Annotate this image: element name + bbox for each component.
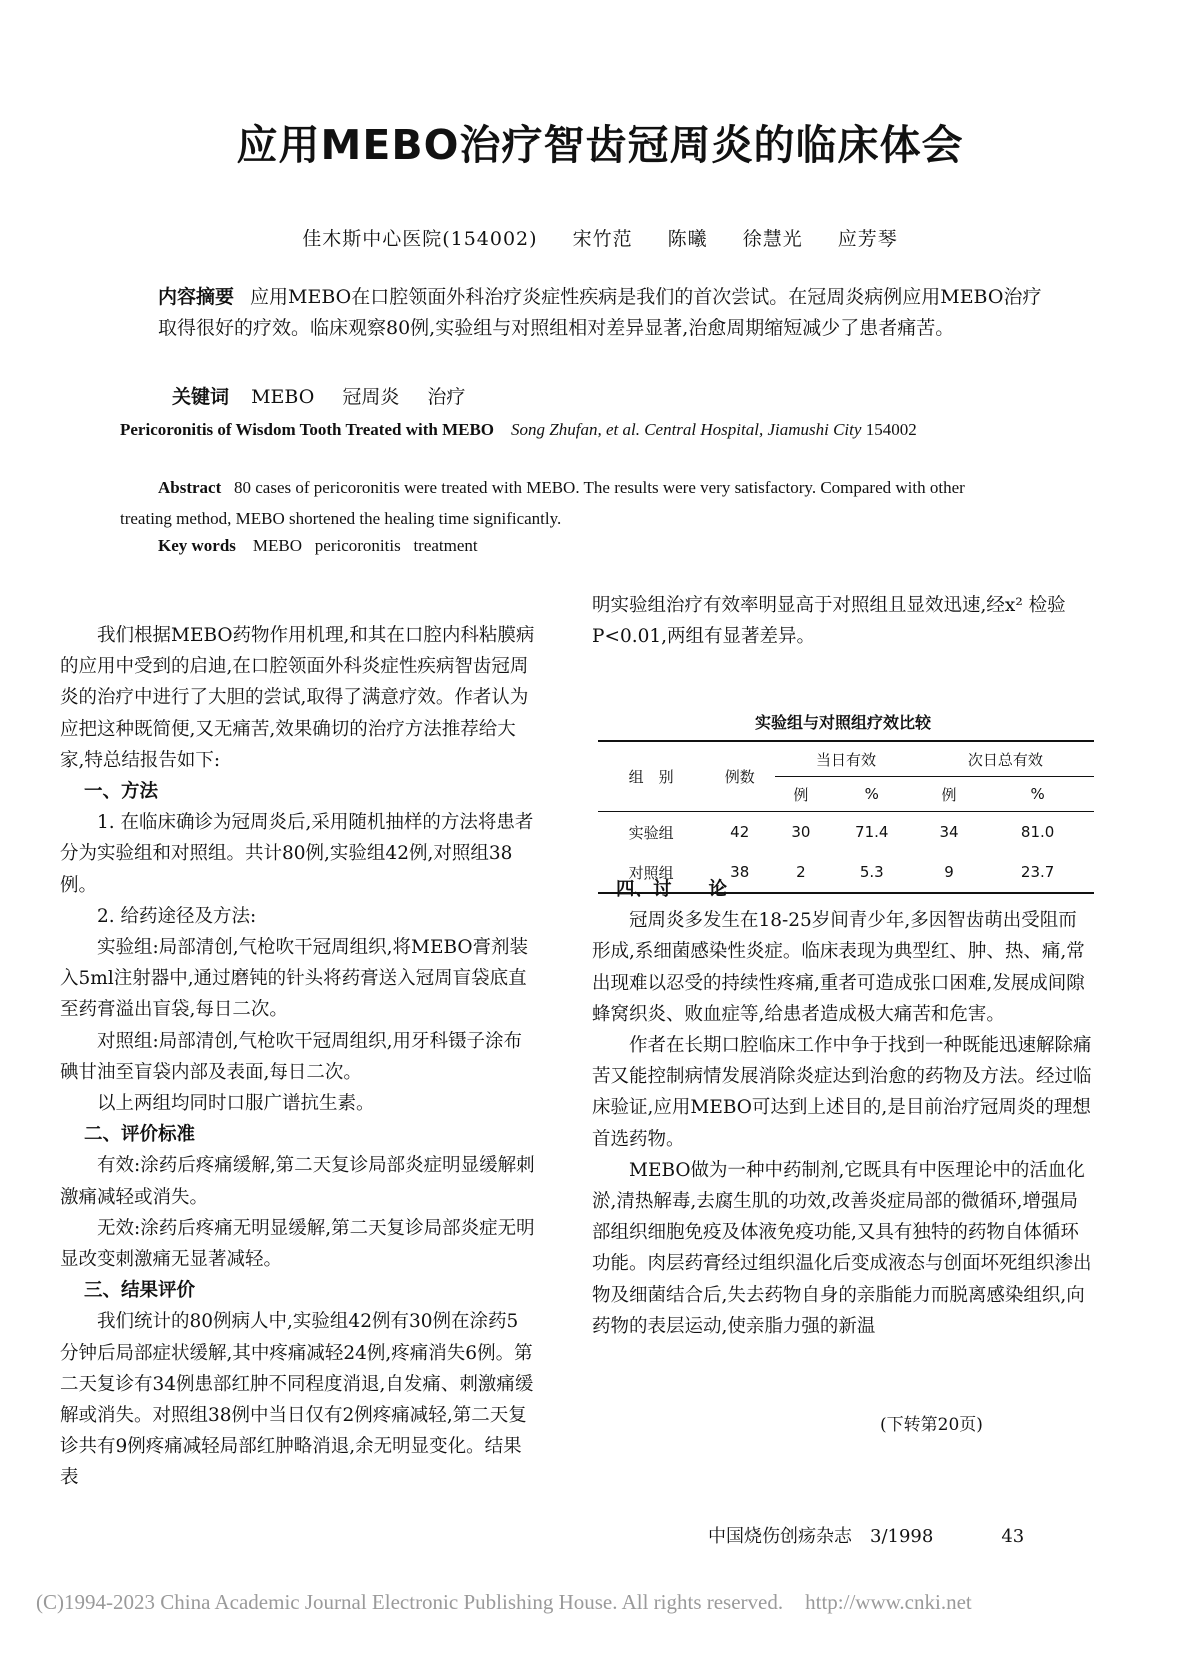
- author-name: 应芳琴: [837, 228, 898, 250]
- author-line: [0, 224, 1200, 251]
- english-abstract-text: 80 cases of pericoronitis were treated with MEBO. The results were very satisfactory. Compared with other treating method, MEBO shortened the healing time significantly.: [120, 478, 965, 528]
- results-table: [598, 740, 1094, 894]
- journal-name: 中国烧伤创疡杂志 3/1998: [708, 1526, 934, 1547]
- paragraph: 对照组:局部清创,气枪吹干冠周组织,用牙科镊子涂布碘甘油至盲袋内部及表面,每日二次。: [60, 1030, 522, 1083]
- paragraph: 实验组:局部清创,气枪吹干冠周组织,将MEBO膏剂装入5ml注射器中,通过磨钝的针头将药膏送入冠周盲袋底直至药膏溢出盲袋,每日二次。: [60, 937, 529, 1021]
- paragraph: 冠周炎多发生在18-25岁间青少年,多因智齿萌出受阻而形成,系细菌感染性炎症。临床表现为典型红、肿、热、痛,常出现难以忍受的持续性疼痛,重者可造成张口困难,发展成间隙蜂窝织炎、败血症等,给患者造成极大痛苦和危害。: [592, 910, 1085, 1025]
- table-header-day2: 次日总有效: [917, 741, 1094, 777]
- right-column: [592, 874, 1094, 1342]
- right-column-top: [592, 590, 1094, 652]
- page-number: 43: [1001, 1526, 1025, 1547]
- table-header-count: 例数: [704, 741, 775, 812]
- english-title-block: [120, 414, 1020, 445]
- table-cell: 34: [939, 823, 959, 841]
- author-name: 宋竹范: [572, 228, 633, 250]
- abstract-text: 应用MEBO在口腔领面外科治疗炎症性疾病是我们的首次尝试。在冠周炎病例应用MEBO治疗取得很好的疗效。临床观察80例,实验组与对照组相对差异显著,治愈周期缩短减少了患者痛苦。: [158, 286, 1042, 339]
- continued-note: (下转第20页): [880, 1415, 983, 1435]
- english-byline: Song Zhufan, et al. Central Hospital, Jiamushi City: [511, 420, 862, 439]
- paragraph: 作者在长期口腔临床工作中争于找到一种既能迅速解除痛苦又能控制病情发展消除炎症达到治愈的药物及方法。经过临床验证,应用MEBO可达到上述目的,是目前治疗冠周炎的理想首选药物。: [592, 1035, 1092, 1150]
- keyword: 冠周炎: [342, 386, 400, 408]
- table-cell: 81.0: [1020, 823, 1055, 841]
- chinese-abstract: [158, 282, 1048, 344]
- keywords-label: 关键词: [172, 386, 230, 408]
- keyword: MEBO: [251, 386, 315, 408]
- author-name: 徐慧光: [742, 228, 803, 250]
- paragraph: 以上两组均同时口服广谱抗生素。: [97, 1093, 375, 1115]
- paragraph: 无效:涂药后疼痛无明显缓解,第二天复诊局部炎症无明显改变刺激痛无显著减轻。: [60, 1217, 535, 1271]
- english-keywords-label: Key words: [158, 536, 236, 555]
- english-postcode: 154002: [865, 420, 917, 439]
- table-subheader: %: [827, 777, 917, 812]
- table-cell: 对照组: [598, 852, 704, 893]
- table-cell: 23.7: [981, 852, 1094, 893]
- table-header-day1: 当日有效: [775, 741, 917, 777]
- paragraph: 明实验组治疗有效率明显高于对照组且显效迅速,经x² 检验P<0.01,两组有显著差异。: [592, 595, 1066, 648]
- chinese-keywords: [172, 382, 487, 409]
- left-column: [60, 620, 535, 1494]
- paragraph: 有效:涂药后疼痛缓解,第二天复诊局部炎症明显缓解刺激痛减轻或消失。: [60, 1155, 535, 1208]
- table-cell: 实验组: [628, 823, 674, 842]
- author-name: 陈曦: [667, 228, 708, 250]
- table-subheader: %: [981, 777, 1094, 812]
- english-abstract-label: Abstract: [158, 478, 222, 497]
- table-row: [598, 812, 1094, 853]
- english-abstract: [120, 472, 1020, 534]
- paragraph: 我们根据MEBO药物作用机理,和其在口腔内科粘膜病的应用中受到的启迪,在口腔领面外科炎症性疾病智齿冠周炎的治疗中进行了大胆的尝试,取得了满意疗效。作者认为应把这种既简便,又无痛苦,效果确切的治疗方法推荐给大家,特总结报告如下:: [60, 625, 535, 771]
- table-subheader: 例: [917, 777, 981, 812]
- page-footer: [708, 1522, 1024, 1548]
- paragraph: 2. 给药途径及方法:: [97, 905, 257, 927]
- table-cell: 2: [775, 852, 827, 893]
- section-heading: 四、讨 论: [616, 879, 728, 900]
- watermark-url: http://www.cnki.net: [805, 1590, 972, 1614]
- table-cell: 30: [791, 823, 811, 841]
- copyright-watermark: [36, 1590, 972, 1615]
- table-header-group: 组 别: [598, 741, 704, 812]
- abstract-label: 内容摘要: [158, 286, 235, 308]
- table-subheader: 例: [775, 777, 827, 812]
- english-keywords-text: MEBO pericoronitis treatment: [252, 536, 478, 555]
- table-cell: 38: [704, 852, 775, 893]
- table-title: 实验组与对照组疗效比较: [754, 713, 931, 732]
- keyword: 治疗: [427, 386, 466, 408]
- paragraph: 1. 在临床确诊为冠周炎后,采用随机抽样的方法将患者分为实验组和对照组。共计80例,实验组42例,对照组38例。: [60, 812, 534, 896]
- section-heading: 三、结果评价: [84, 1280, 196, 1302]
- table-cell: 9: [917, 852, 981, 893]
- paragraph: MEBO做为一种中药制剂,它既具有中医理论中的活血化淤,清热解毒,去腐生肌的功效,改善炎症局部的微循环,增强局部组织细胞免疫及体液免疫功能,又具有独特的药物自体循环功能。肉层药膏经过组织温化后变成液态与创面坏死组织渗出物及细菌结合后,失去药物自身的亲脂能力而脱离感染组织,向药物的表层运动,使亲脂力强的新温: [592, 1159, 1092, 1337]
- paragraph: 我们统计的80例病人中,实验组42例有30例在涂药5分钟后局部症状缓解,其中疼痛减轻24例,疼痛消失6例。第二天复诊有34例患部红肿不同程度消退,自发痛、刺激痛缓解或消失。对照组38例中当日仅有2例疼痛减轻,第二天复诊共有9例疼痛减轻局部红肿略消退,余无明显变化。结果表: [60, 1311, 534, 1489]
- watermark-text: (C)1994-2023 China Academic Journal Electronic Publishing House. All rights reserved.: [36, 1590, 784, 1614]
- table-cell: 42: [730, 823, 750, 841]
- section-heading: 一、方法: [84, 781, 159, 803]
- section-heading: 二、评价标准: [84, 1124, 196, 1146]
- affiliation: 佳木斯中心医院(154002): [302, 228, 538, 250]
- table-cell: 5.3: [827, 852, 917, 893]
- english-keywords: [158, 530, 1058, 561]
- article-title: 应用MEBO治疗智齿冠周炎的临床体会: [236, 121, 964, 169]
- table-cell: 71.4: [855, 823, 889, 841]
- english-title: Pericoronitis of Wisdom Tooth Treated with MEBO: [120, 420, 495, 439]
